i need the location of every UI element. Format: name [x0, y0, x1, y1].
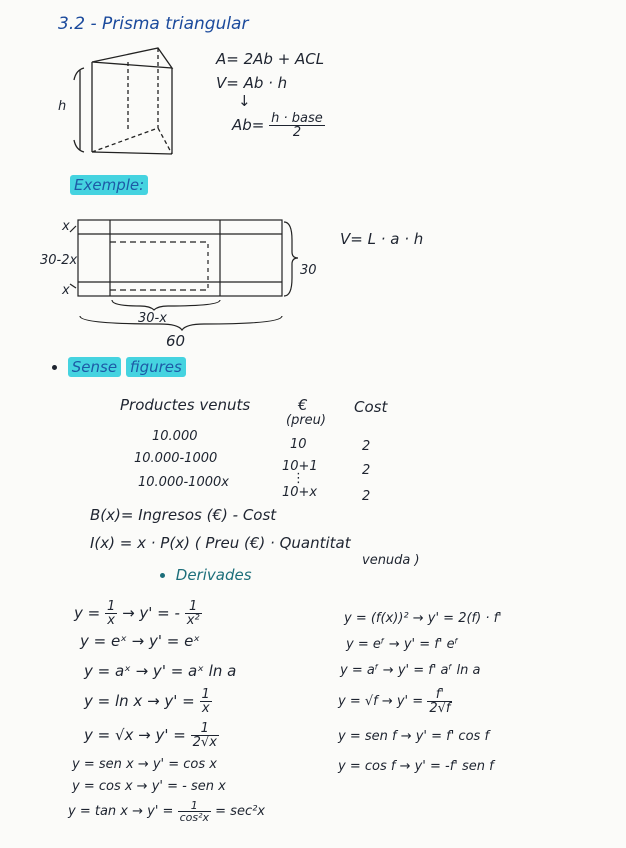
row-1-products: 10.000 [152, 429, 198, 444]
derivative-right-6: y = cos f → y' = -f' sen f [338, 759, 494, 774]
d-num: 1 [107, 599, 116, 614]
example-x-top: x [62, 219, 70, 234]
prism-base-formula [232, 112, 325, 139]
derivative-left-5 [84, 722, 219, 749]
derivative-left-4 [84, 688, 212, 715]
d-rfrac [185, 600, 202, 627]
d-rden: x [201, 701, 210, 716]
section-separator: - [90, 14, 97, 34]
derivative-left-2: y = eˣ → y' = eˣ [80, 632, 200, 650]
d-rden: x² [186, 613, 200, 628]
prism-formula-volume: V= Ab · h [216, 74, 288, 92]
example-label [70, 178, 148, 193]
income-rhs: x · P(x) ( Preu (€) · Quantitat [137, 534, 351, 552]
d-rden: 2√f [429, 701, 451, 716]
d-rfrac [427, 688, 452, 715]
prism-formula-area: A= 2Ab + ACL [216, 50, 325, 68]
prism-h-label: h [58, 99, 67, 114]
base-fraction [269, 112, 325, 139]
d-lhs: y = √x → y' = [84, 726, 186, 744]
section-title: Prisma triangular [102, 14, 249, 34]
d-den: x [107, 613, 115, 628]
d-rnum: 1 [185, 600, 202, 614]
row-3-products: 10.000-1000x [138, 475, 229, 490]
income-formula [90, 536, 351, 551]
derivative-left-1 [74, 600, 202, 627]
table-header-cost: Cost [354, 398, 388, 416]
d-lhs: y = √f → y' = [338, 694, 424, 709]
d-arrow: → y' = - [122, 604, 180, 622]
row-2-cost: 2 [362, 463, 371, 478]
prism-arrow: ↓ [238, 92, 251, 110]
income-lhs: I(x) = [90, 534, 133, 552]
benefit-formula: B(x)= Ingresos (€) - Cost [90, 506, 277, 524]
derivative-left-7: y = cos x → y' = - sen x [72, 779, 226, 794]
section-heading [58, 16, 248, 33]
row-2-price: 10+1 [282, 459, 318, 474]
bullet [52, 365, 57, 370]
example-volume: V= L · a · h [340, 230, 424, 248]
d-rnum: 1 [191, 722, 219, 736]
row-1-price: 10 [290, 437, 307, 452]
d-lhs: y = tan x → y' = [68, 804, 174, 819]
table-header-products: Productes venuts [120, 396, 251, 414]
sense-label [52, 360, 186, 375]
d-rnum: f' [427, 688, 452, 702]
d-frac [105, 600, 117, 627]
prism-drawing [74, 48, 172, 154]
derivative-right-5: y = sen f → y' = f' cos f [338, 729, 490, 744]
sense-highlight-2: figures [126, 357, 186, 377]
d-rnum: 1 [201, 687, 210, 702]
derivatives-title-text: Derivades [175, 566, 252, 584]
d-rfrac [200, 688, 212, 715]
example-highlight: Exemple: [70, 175, 148, 195]
base-numerator: h · base [271, 111, 323, 126]
row-1-cost: 2 [362, 439, 371, 454]
d-tail: = sec²x [215, 804, 266, 819]
d-rden: 2√x [192, 735, 217, 750]
table-header-price-sub: (preu) [286, 413, 326, 428]
example-bottom-outer: 60 [166, 332, 186, 350]
base-denominator: 2 [292, 125, 302, 140]
example-right-label: 30 [300, 263, 317, 278]
d-lhs: y = [74, 604, 101, 622]
example-side-label: 30-2x [40, 253, 78, 268]
table-header-price: € [298, 396, 308, 414]
row-2-products: 10.000-1000 [134, 451, 218, 466]
d-lhs: y = ln x → y' = [84, 692, 195, 710]
derivative-right-3: y = aᶠ → y' = f' aᶠ ln a [340, 663, 481, 678]
derivative-left-3: y = aˣ → y' = aˣ ln a [84, 662, 237, 680]
price-dots: ⋮ [292, 471, 305, 486]
d-rden: cos²x [179, 811, 210, 824]
base-prefix: Ab= [232, 116, 265, 134]
example-x-bottom: x [62, 283, 70, 298]
bullet [160, 573, 165, 578]
row-3-price: 10+x [282, 485, 318, 500]
derivative-right-4 [338, 688, 452, 715]
income-sub: venuda ) [362, 553, 420, 568]
row-3-cost: 2 [362, 489, 371, 504]
d-rfrac [178, 800, 211, 823]
derivative-right-2: y = eᶠ → y' = f' eᶠ [346, 637, 459, 652]
section-number: 3.2 [58, 14, 86, 34]
d-rnum: 1 [178, 800, 211, 812]
d-rfrac [191, 722, 219, 749]
sense-highlight-1: Sense [68, 357, 121, 377]
derivative-left-6: y = sen x → y' = cos x [72, 757, 217, 772]
derivatives-title [160, 568, 252, 583]
box-drawing [70, 220, 298, 330]
derivative-right-1: y = (f(x))² → y' = 2(f) · f' [344, 611, 502, 626]
derivative-left-8 [68, 800, 265, 823]
example-bottom-inner: 30-x [138, 311, 167, 326]
